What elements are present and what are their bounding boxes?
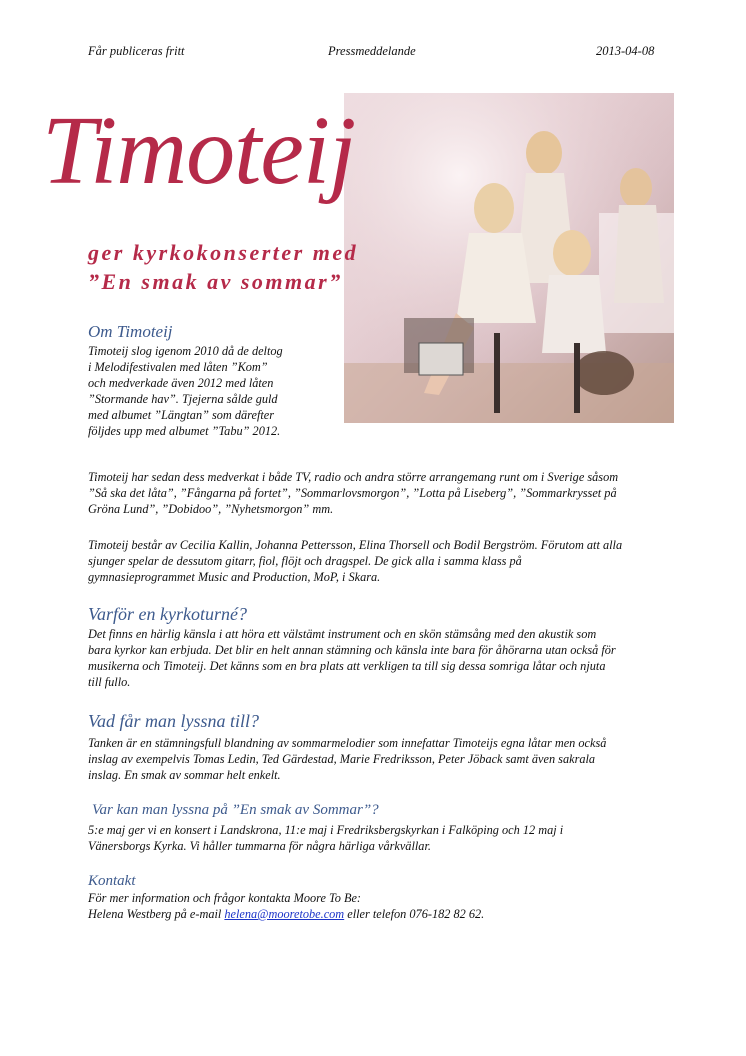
text-line: Timoteij har sedan dess medverkat i både TV, radio och andra större arrangemang runt om i Sverige såsom: [88, 470, 619, 484]
text-line: med albumet ”Längtan” som därefter: [88, 407, 275, 422]
band-photo: [344, 93, 674, 423]
paragraph-kontakt: [88, 891, 484, 923]
header-doc-type: Pressmeddelande: [328, 44, 416, 58]
text-line: Timoteij slog igenom 2010 då de deltog: [88, 344, 283, 358]
paragraph-medlemmar: [88, 538, 622, 586]
text-line: Timoteij består av Cecilia Kallin, Johanna Pettersson, Elina Thorsell och Bodil Bergström. Förutom att alla: [88, 538, 623, 552]
text-line: musikerna och Timoteij. Det känns som en bra plats att verkligen ta till sig dessa somriga låtar och njuta: [88, 658, 606, 673]
paragraph-medverkan: [88, 470, 618, 518]
email-link[interactable]: helena@mooretobe.com: [224, 906, 345, 921]
text-line: För mer information och frågor kontakta Moore To Be:: [88, 891, 362, 905]
paragraph-lyssna: [88, 736, 606, 784]
text-line: ”Så ska det låta”, ”Fångarna på fortet”, ”Sommarlovsmorgon”, ”Lotta på Liseberg”, ”Sommarkrysset på: [88, 485, 617, 500]
contact-suffix: eller telefon 076-182 82 62.: [344, 906, 485, 921]
heading-kontakt: Kontakt: [88, 873, 136, 889]
tagline-line: ”En smak av sommar”: [88, 269, 343, 294]
text-line: sjunger spelar de dessutom gitarr, fiol, flöjt och dragspel. De gick alla i samma klass på: [88, 553, 522, 568]
text-line: 5:e maj ger vi en konsert i Landskrona, 11:e maj i Fredriksbergskyrkan i Falköping och 12 maj i: [88, 823, 564, 837]
header-date: 2013-04-08: [596, 44, 655, 58]
header-publish-note: Får publiceras fritt: [88, 44, 185, 58]
heading-lyssna: Vad får man lyssna till?: [88, 711, 260, 731]
text-line: Vänersborgs Kyrka. Vi håller tummarna för några härliga vårkvällar.: [88, 838, 431, 853]
text-line: följdes upp med albumet ”Tabu” 2012.: [88, 423, 281, 438]
contact-prefix: Helena Westberg på e-mail: [88, 906, 225, 921]
brand-title: Timoteij: [42, 97, 356, 205]
tagline-line: ger kyrkokonserter med: [88, 240, 359, 265]
tagline: [88, 238, 358, 296]
text-line: bara kyrkor kan erbjuda. Det blir en helt annan stämning och känsla inte bara för åhörarna utan också för: [88, 642, 616, 657]
paragraph-varfor: [88, 627, 616, 691]
text-line: till fullo.: [88, 674, 131, 689]
text-line: Det finns en härlig känsla i att höra ett välstämt instrument och en skön stämsång med den akustik som: [88, 627, 597, 641]
text-line: ”Stormande hav”. Tjejerna sålde guld: [88, 391, 278, 406]
text-line: i Melodifestivalen med låten ”Kom”: [88, 359, 268, 374]
text-line: Tanken är en stämningsfull blandning av sommarmelodier som innefattar Timoteijs egna låtar men också: [88, 736, 607, 750]
heading-varfor: Varför en kyrkoturné?: [88, 604, 247, 624]
text-line: Gröna Lund”, ”Dobidoo”, ”Nyhetsmorgon” mm.: [88, 501, 334, 516]
paragraph-var: [88, 823, 563, 855]
text-line: inslag. En smak av sommar helt enkelt.: [88, 767, 281, 782]
paragraph-om-timoteij: [88, 344, 283, 439]
text-line: inslag av exempelvis Tomas Ledin, Ted Gärdestad, Marie Fredriksson, Peter Jöback samt även sakrala: [88, 751, 596, 766]
text-line: gymnasieprogrammet Music and Production, MoP, i Skara.: [88, 569, 381, 584]
heading-om-timoteij: Om Timoteij: [88, 322, 173, 341]
text-line: och medverkade även 2012 med låten: [88, 375, 274, 390]
heading-var: Var kan man lyssna på ”En smak av Sommar”?: [92, 802, 379, 818]
text-line: [88, 907, 484, 923]
